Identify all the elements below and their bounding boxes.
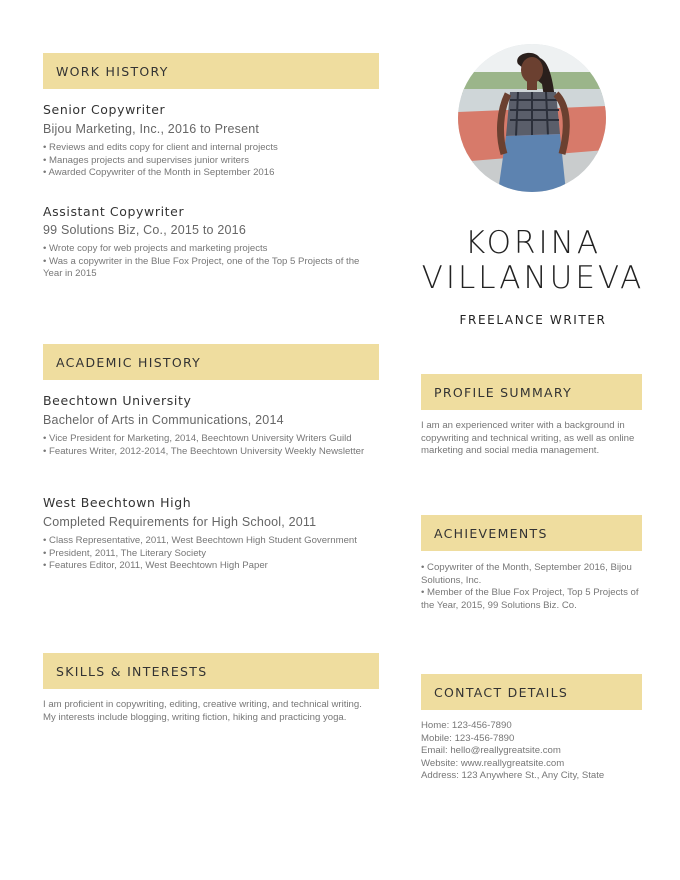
- contact-address: Address: 123 Anywhere St., Any City, State: [421, 770, 605, 782]
- profile-photo: [458, 44, 606, 192]
- list-item: • Wrote copy for web projects and marketing projects: [43, 243, 268, 254]
- profile-summary-text: I am an experienced writer with a background in copywriting and technical writing, as well as online marketing and social media management.: [421, 420, 635, 457]
- contact-mobile: Mobile: 123-456-7890: [421, 732, 515, 744]
- contact-home: Home: 123-456-7890: [421, 720, 512, 731]
- skills-text: I am proficient in copywriting, editing, creative writing, and technical writing. My interests include blogging, writing fiction, hiking and practicing yoga.: [43, 699, 362, 723]
- school-title: Beechtown University: [43, 393, 192, 408]
- school-bullets: [43, 433, 373, 458]
- person-last-name: VILLANUEVA: [421, 260, 645, 296]
- achievements-heading-text: ACHIEVEMENTS: [434, 525, 548, 541]
- school-degree: Bachelor of Arts in Communications, 2014: [43, 413, 284, 427]
- list-item: • Vice President for Marketing, 2014, Beechtown University Writers Guild: [43, 433, 352, 444]
- contact-heading: [421, 674, 642, 710]
- list-item: • Copywriter of the Month, September 2016, Bijou Solutions, Inc.: [421, 562, 632, 586]
- school-bullets: [43, 535, 378, 573]
- achievements-list: [421, 562, 645, 612]
- job-title: Senior Copywriter: [43, 102, 166, 117]
- job-company: 99 Solutions Biz, Co., 2015 to 2016: [43, 223, 246, 237]
- contact-list: [421, 720, 651, 783]
- person-role: FREELANCE WRITER: [459, 313, 607, 327]
- profile-summary-heading: [421, 374, 642, 410]
- school-title: West Beechtown High: [43, 495, 192, 510]
- job-company: Bijou Marketing, Inc., 2016 to Present: [43, 122, 260, 136]
- contact-website: Website: www.reallygreatsite.com: [421, 757, 565, 769]
- job-bullets: [43, 243, 363, 281]
- list-item: • Was a copywriter in the Blue Fox Project, one of the Top 5 Projects of the Year in 2015: [43, 255, 360, 280]
- list-item: • Awarded Copywriter of the Month in September 2016: [43, 167, 275, 179]
- list-item: • President, 2011, The Literary Society: [43, 547, 206, 559]
- job-title: Assistant Copywriter: [43, 204, 185, 219]
- list-item: • Class Representative, 2011, West Beechtown High Student Government: [43, 535, 357, 546]
- achievements-heading: [421, 515, 642, 551]
- list-item: • Manages projects and supervises junior writers: [43, 154, 249, 166]
- contact-email: Email: hello@reallygreatsite.com: [421, 745, 561, 757]
- job-bullets: [43, 142, 378, 180]
- work-history-heading: [43, 53, 379, 89]
- profile-photo-image: [458, 44, 606, 192]
- skills-heading: [43, 653, 379, 689]
- academic-history-heading: [43, 344, 379, 380]
- profile-summary-heading-text: PROFILE SUMMARY: [434, 384, 572, 400]
- skills-heading-text: SKILLS & INTERESTS: [56, 663, 208, 679]
- work-history-heading-text: WORK HISTORY: [56, 63, 169, 79]
- list-item: • Reviews and edits copy for client and internal projects: [43, 142, 278, 153]
- school-degree: Completed Requirements for High School, 2011: [43, 515, 317, 529]
- person-first-name: KORINA: [464, 225, 602, 261]
- academic-history-heading-text: ACADEMIC HISTORY: [56, 354, 202, 370]
- list-item: • Features Editor, 2011, West Beechtown High Paper: [43, 560, 268, 572]
- list-item: • Member of the Blue Fox Project, Top 5 Projects of the Year, 2015, 99 Solutions Biz. Co.: [421, 587, 639, 611]
- contact-heading-text: CONTACT DETAILS: [434, 684, 569, 700]
- list-item: • Features Writer, 2012-2014, The Beechtown University Weekly Newsletter: [43, 445, 365, 457]
